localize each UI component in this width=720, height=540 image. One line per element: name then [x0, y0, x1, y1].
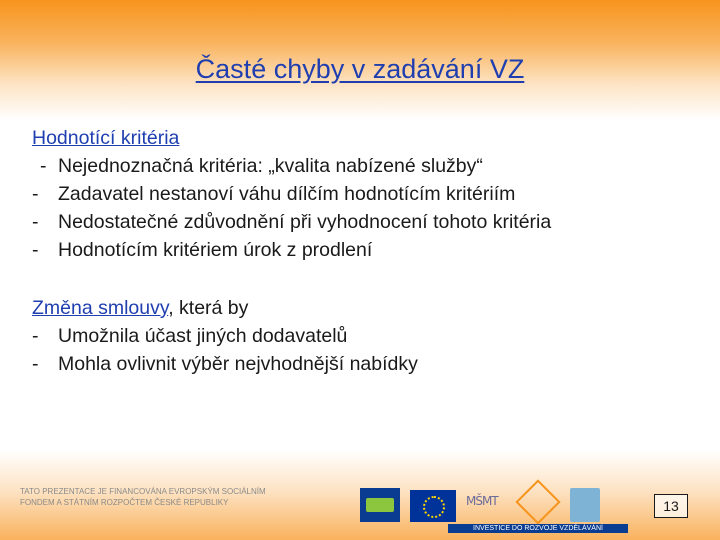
region-logo — [570, 488, 600, 522]
list-item-text: Umožnila účast jiných dodavatelů — [58, 325, 348, 347]
slide-body — [32, 124, 692, 378]
dash-bullet: - — [32, 325, 39, 347]
section-heading: Změna smlouvy — [32, 297, 169, 319]
dash-bullet: - — [40, 155, 47, 177]
slide-title-text: Časté chyby v zadávání VZ — [195, 54, 525, 84]
esf-logo — [360, 488, 400, 522]
dash-bullet: - — [32, 211, 39, 233]
dash-bullet: - — [32, 353, 39, 375]
slide-title — [0, 54, 720, 85]
section-heading-suffix: , která by — [168, 297, 249, 319]
list-item-text: Nedostatečné zdůvodnění při vyhodnocení tohoto kritéria — [58, 211, 552, 233]
msmt-logo — [466, 488, 506, 522]
sponsor-logos — [360, 478, 680, 522]
list-item-text: Nejednoznačná kritéria: „kvalita nabízené služby“ — [58, 155, 483, 177]
dash-bullet: - — [32, 239, 39, 261]
list-item — [32, 180, 692, 208]
list-item-text: Mohla ovlivnit výběr nejvhodnější nabídky — [58, 353, 418, 375]
page-number: 13 — [654, 494, 688, 518]
section-heading: Hodnotící kritéria — [32, 127, 180, 149]
op-vk-logo — [515, 479, 560, 524]
investice-banner: INVESTICE DO ROZVOJE VZDĚLÁVÁNÍ — [448, 524, 628, 533]
section-zmena-smlouvy — [32, 294, 692, 378]
list-item — [32, 350, 692, 378]
bullet-list — [32, 322, 692, 378]
section-heading-line — [32, 294, 692, 322]
list-item — [32, 236, 692, 264]
dash-bullet: - — [32, 183, 39, 205]
esf-icon — [360, 488, 400, 522]
eu-flag-icon — [410, 490, 456, 522]
list-item-text: Hodnotícím kritériem úrok z prodlení — [58, 239, 373, 261]
bullet-list — [32, 152, 692, 264]
list-item — [32, 208, 692, 236]
section-hodnotici-kriteria — [32, 124, 692, 264]
funding-note-line: FONDEM A STÁTNÍM ROZPOČTEM ČESKÉ REPUBLIKY — [20, 498, 229, 507]
funding-note — [20, 486, 300, 508]
list-item — [32, 322, 692, 350]
funding-note-line: TATO PREZENTACE JE FINANCOVÁNA EVROPSKÝM SOCIÁLNÍM — [20, 487, 266, 496]
list-item — [32, 152, 692, 180]
list-item-text: Zadavatel nestanoví váhu dílčím hodnotícím kritériím — [58, 183, 516, 205]
